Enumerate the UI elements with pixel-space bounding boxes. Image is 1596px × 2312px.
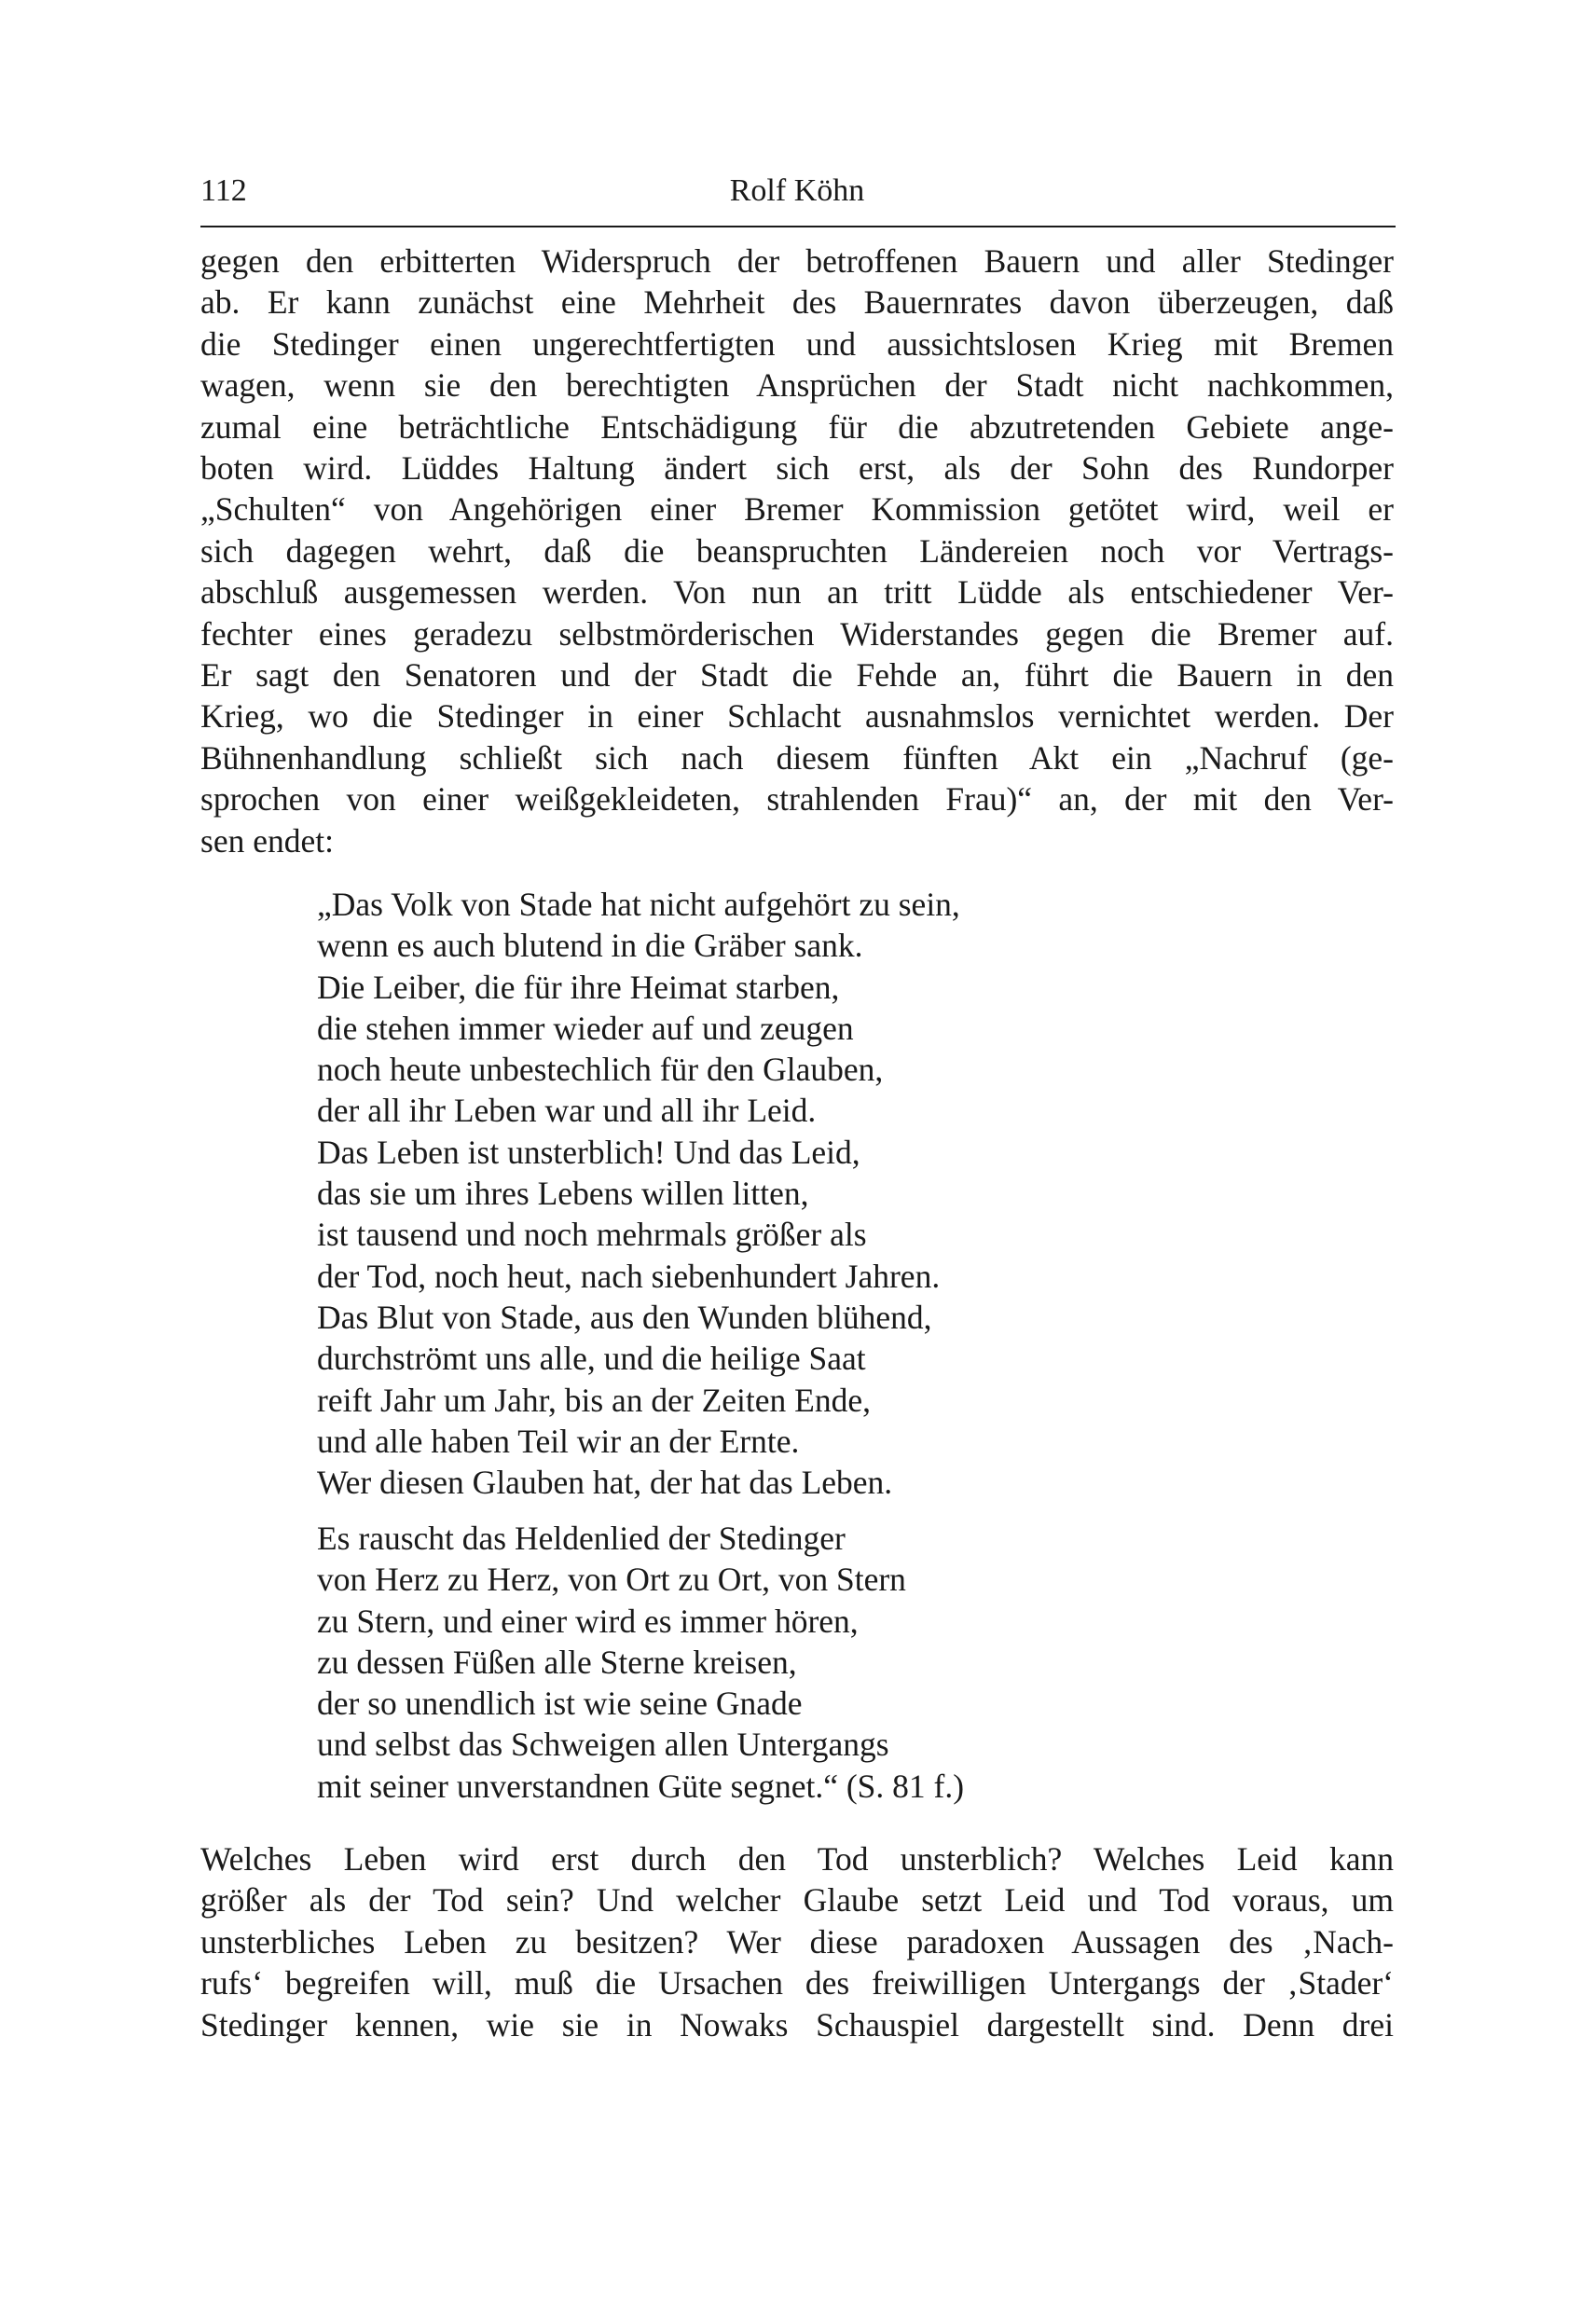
verse-line: „Das Volk von Stade hat nicht aufgehört zu sein,: [317, 886, 960, 923]
text-line: größer als der Tod sein? Und welcher Glaube setzt Leid und Tod voraus, um: [200, 1881, 1394, 1920]
verse-line: Das Blut von Stade, aus den Wunden blühend,: [317, 1298, 932, 1336]
verse-line: das sie um ihres Lebens willen litten,: [317, 1175, 809, 1213]
verse-line: die stehen immer wieder auf und zeugen: [317, 1009, 854, 1047]
verse-line: durchströmt uns alle, und die heilige Saat: [317, 1340, 866, 1378]
verse-line: wenn es auch blutend in die Gräber sank.: [317, 927, 863, 965]
page-number: 112: [200, 173, 247, 208]
verse-line: zu Stern, und einer wird es immer hören,: [317, 1602, 859, 1640]
verse-line: der all ihr Leben war und all ihr Leid.: [317, 1092, 817, 1130]
verse-line: von Herz zu Herz, von Ort zu Ort, von Stern: [317, 1561, 906, 1599]
page-header: [200, 168, 1394, 214]
body-paragraph-1: [200, 241, 1394, 861]
text-line: Welches Leben wird erst durch den Tod unsterblich? Welches Leid kann: [200, 1840, 1394, 1878]
text-line: fechter eines geradezu selbstmörderischen Widerstandes gegen die Bremer auf.: [200, 614, 1394, 653]
text-line: „Schulten“ von Angehörigen einer Bremer Kommission getötet wird, weil er: [200, 490, 1394, 529]
verse-line: der Tod, noch heut, nach siebenhundert Jahren.: [317, 1257, 941, 1295]
text-line: rufs‘ begreifen will, muß die Ursachen des freiwilligen Untergangs der ‚Stader‘: [200, 1964, 1394, 2002]
verse-line: mit seiner unverstandnen Güte segnet.“ (S. 81 f.): [317, 1767, 965, 1805]
header-rule: [200, 226, 1396, 227]
text-line: sen endet:: [200, 821, 334, 860]
verse-line: reift Jahr um Jahr, bis an der Zeiten Ende,: [317, 1381, 871, 1419]
text-line: abschluß ausgemessen werden. Von nun an tritt Lüdde als entschiedener Ver-: [200, 573, 1394, 612]
verse-line: und alle haben Teil wir an der Ernte.: [317, 1422, 800, 1460]
verse-line: Das Leben ist unsterblich! Und das Leid,: [317, 1133, 860, 1171]
verse-line: zu dessen Füßen alle Sterne kreisen,: [317, 1643, 797, 1681]
verse-line: ist tausend und noch mehrmals größer als: [317, 1216, 867, 1254]
text-line: Er sagt den Senatoren und der Stadt die Fehde an, führt die Bauern in den: [200, 656, 1394, 695]
verse-line: Die Leiber, die für ihre Heimat starben,: [317, 968, 840, 1006]
running-head: Rolf Köhn: [729, 173, 865, 208]
verse-line: der so unendlich ist wie seine Gnade: [317, 1685, 803, 1723]
text-line: sich dagegen wehrt, daß die beanspruchten Ländereien noch vor Vertrags-: [200, 531, 1394, 570]
verse-line: und selbst das Schweigen allen Untergangs: [317, 1726, 889, 1764]
verse-line: Wer diesen Glauben hat, der hat das Leben.: [317, 1464, 893, 1502]
text-line: wagen, wenn sie den berechtigten Ansprüchen der Stadt nicht nachkommen,: [200, 366, 1394, 405]
text-line: ab. Er kann zunächst eine Mehrheit des Bauernrates davon überzeugen, daß: [200, 283, 1394, 322]
verse-stanza-1: [317, 884, 1342, 1503]
body-paragraph-2: [200, 1838, 1394, 2045]
text-line: sprochen von einer weißgekleideten, strahlenden Frau)“ an, der mit den Ver-: [200, 780, 1394, 819]
verse-stanza-2: [317, 1518, 1342, 1807]
text-line: Stedinger kennen, wie sie in Nowaks Schauspiel dargestellt sind. Denn drei: [200, 2005, 1394, 2044]
text-line: gegen den erbitterten Widerspruch der betroffenen Bauern und aller Stedinger: [200, 242, 1394, 280]
text-line: die Stedinger einen ungerechtfertigten und aussichtslosen Krieg mit Bremen: [200, 324, 1394, 363]
text-line: boten wird. Lüddes Haltung ändert sich erst, als der Sohn des Rundorper: [200, 449, 1394, 488]
text-line: Krieg, wo die Stedinger in einer Schlacht ausnahmslos vernichtet werden. Der: [200, 697, 1394, 736]
verse-line: Es rauscht das Heldenlied der Stedinger: [317, 1520, 846, 1557]
text-line: unsterbliches Leben zu besitzen? Wer diese paradoxen Aussagen des ‚Nach-: [200, 1922, 1394, 1961]
verse-line: noch heute unbestechlich für den Glauben,: [317, 1051, 884, 1089]
text-line: Bühnenhandlung schließt sich nach diesem fünften Akt ein „Nachruf (ge-: [200, 738, 1394, 777]
text-line: zumal eine beträchtliche Entschädigung für die abzutretenden Gebiete ange-: [200, 407, 1394, 446]
